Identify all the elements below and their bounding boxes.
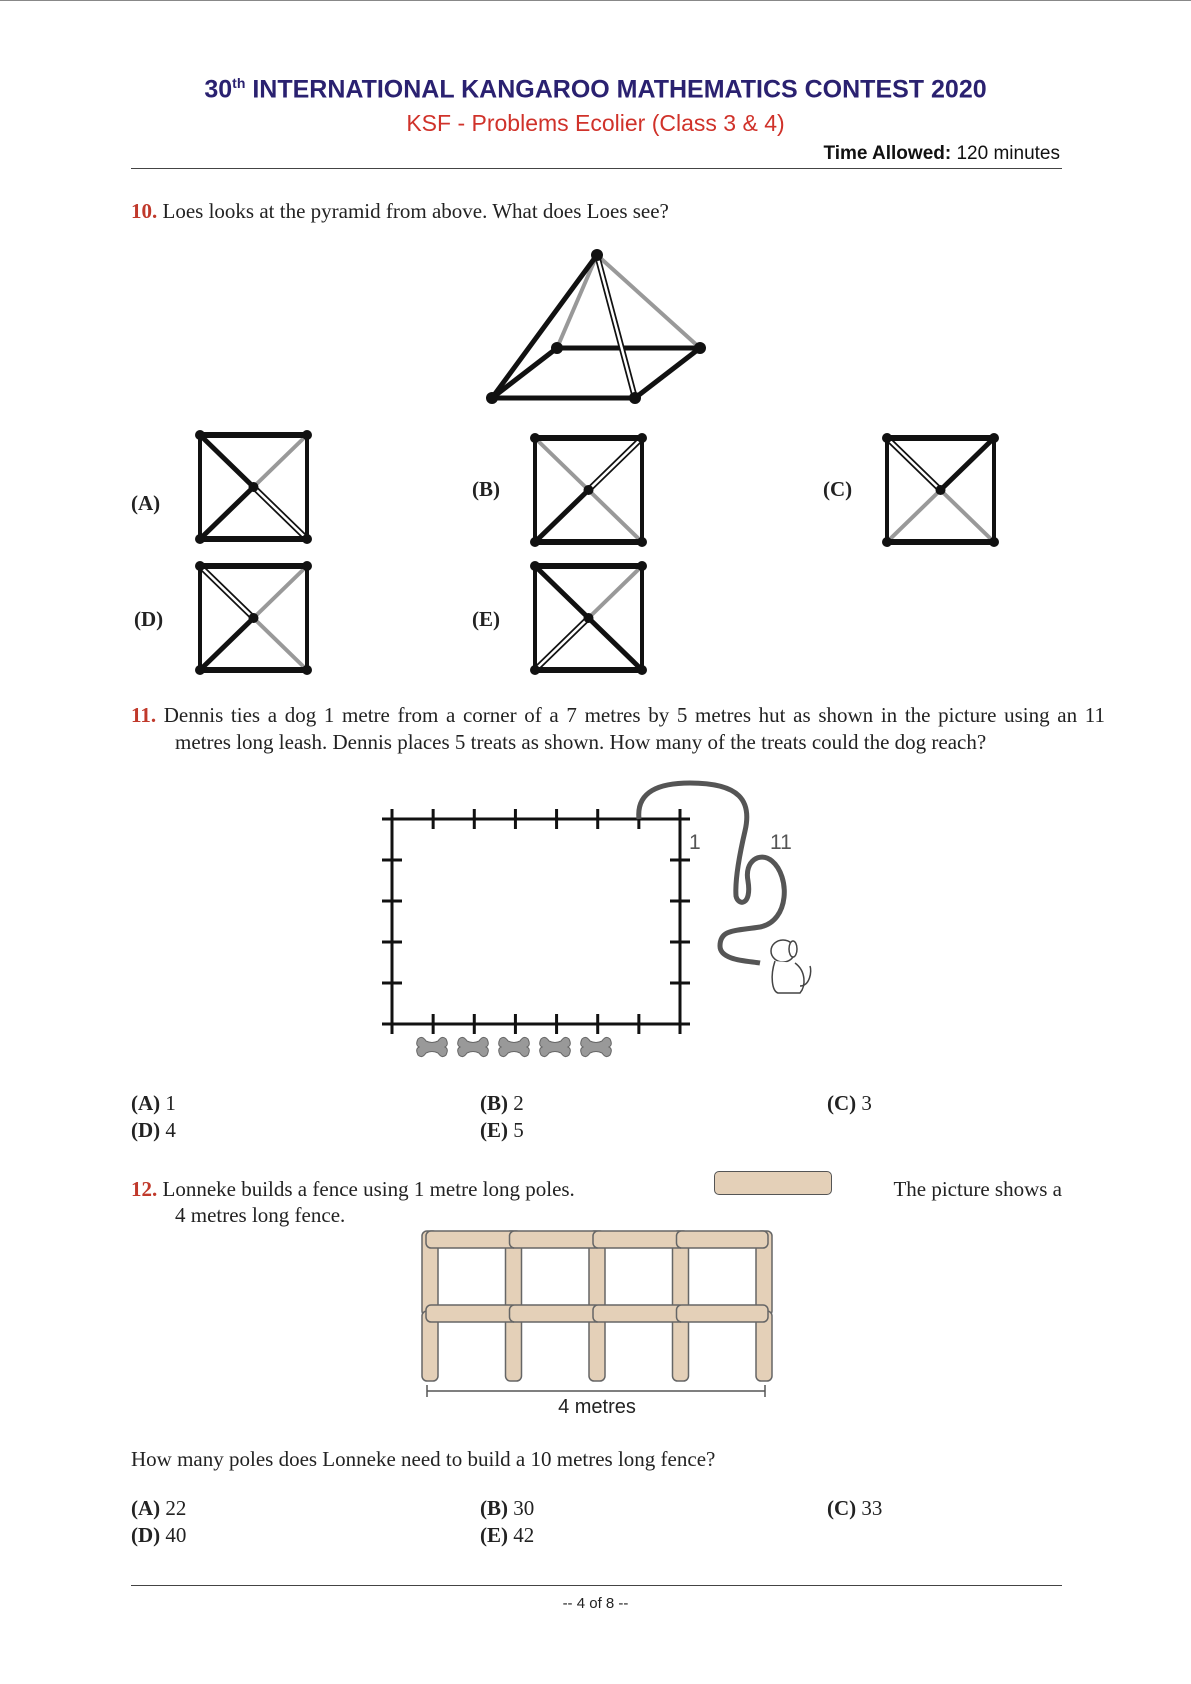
fence-dimension-label: 4 metres — [558, 1396, 636, 1418]
leash — [639, 783, 785, 963]
q10-option-b[interactable]: (B) — [472, 477, 500, 501]
edge-black — [535, 566, 589, 618]
edge-black — [941, 438, 995, 490]
vertex — [530, 665, 540, 675]
question-12-line2: 4 metres long fence. — [175, 1203, 346, 1227]
vertex — [637, 537, 647, 547]
vertex — [530, 561, 540, 571]
option-square — [882, 433, 999, 547]
dog-icon — [771, 940, 811, 993]
question-12-prompt: How many poles does Lonneke need to build a 10 metres long fence? — [131, 1447, 716, 1471]
pole — [677, 1231, 769, 1248]
treat-bone-icon — [458, 1037, 489, 1056]
pole — [593, 1305, 685, 1322]
vertex — [989, 433, 999, 443]
edge-black — [635, 348, 700, 398]
edge-black — [200, 435, 254, 487]
q10-option-d[interactable]: (D) — [134, 607, 164, 631]
q12-answer-a[interactable]: (A) 22 — [131, 1496, 187, 1520]
answer-squares — [195, 430, 999, 675]
q12-answer-e[interactable]: (E) 42 — [480, 1523, 535, 1547]
vertex — [249, 482, 259, 492]
vertex — [637, 433, 647, 443]
label-11: 11 — [770, 831, 792, 854]
edge-black — [200, 618, 254, 670]
edge-gray — [941, 490, 995, 542]
edge-gray — [589, 566, 643, 618]
edge-black — [535, 490, 589, 542]
vertex — [302, 534, 312, 544]
pole — [426, 1305, 518, 1322]
edge-black — [492, 255, 597, 398]
contest-subtitle: KSF - Problems Ecolier (Class 3 & 4) — [406, 110, 785, 136]
treat-bone-icon — [540, 1037, 571, 1056]
vertex — [629, 392, 641, 404]
vertex — [882, 537, 892, 547]
vertex — [302, 665, 312, 675]
treat-bone-icon — [499, 1037, 530, 1056]
question-11: 11. Dennis ties a dog 1 metre from a corner of a 7 metres by 5 metres hut as shown in the picture using an 11 metres long leash. Dennis places 5 treats as shown. How many of the treats could the dog reach? — [131, 703, 1105, 754]
pyramid-figure — [486, 249, 706, 404]
option-square — [530, 561, 647, 675]
q11-answer-e[interactable]: (E) 5 — [480, 1118, 524, 1142]
vertex — [195, 665, 205, 675]
edge-gray — [254, 618, 308, 670]
label-1: 1 — [689, 831, 701, 854]
q12-answer-d[interactable]: (D) 40 — [131, 1523, 187, 1547]
fence-figure — [422, 1231, 772, 1397]
edge-gray — [535, 438, 589, 490]
edge-black — [200, 487, 254, 539]
hut-dog-figure — [382, 783, 811, 1057]
question-12-cont: The picture shows a — [893, 1177, 1062, 1201]
option-square — [195, 561, 312, 675]
q11-answer-b[interactable]: (B) 2 — [480, 1091, 524, 1115]
treat-bone-icon — [581, 1037, 612, 1056]
q12-answer-c[interactable]: (C) 33 — [827, 1496, 883, 1520]
pole — [593, 1231, 685, 1248]
q10-option-e[interactable]: (E) — [472, 607, 500, 631]
pole — [426, 1231, 518, 1248]
vertex — [584, 485, 594, 495]
option-square — [530, 433, 647, 547]
vertex — [551, 342, 563, 354]
question-12: 12. Lonneke builds a fence using 1 metre long poles. — [131, 1177, 575, 1201]
edge-black — [589, 618, 643, 670]
page-number: -- 4 of 8 -- — [562, 1595, 629, 1612]
time-allowed: Time Allowed: 120 minutes — [823, 143, 1060, 164]
q11-answer-d[interactable]: (D) 4 — [131, 1118, 176, 1142]
hut-outline — [392, 819, 680, 1024]
vertex — [302, 430, 312, 440]
edge-gray — [887, 490, 941, 542]
edge-gray — [254, 566, 308, 618]
vertex — [989, 537, 999, 547]
pole — [510, 1231, 602, 1248]
q12-answer-b[interactable]: (B) 30 — [480, 1496, 535, 1520]
treat-bone-icon — [417, 1037, 448, 1056]
vertex — [584, 613, 594, 623]
q10-option-a[interactable]: (A) — [131, 491, 161, 515]
figures — [0, 1, 1191, 1684]
vertex — [936, 485, 946, 495]
vertex — [694, 342, 706, 354]
vertex — [195, 534, 205, 544]
option-square — [195, 430, 312, 544]
q11-answer-c[interactable]: (C) 3 — [827, 1091, 872, 1115]
question-10: 10. Loes looks at the pyramid from above. What does Loes see? — [131, 199, 669, 223]
vertex — [637, 561, 647, 571]
vertex — [530, 537, 540, 547]
pole — [677, 1305, 769, 1322]
vertex — [530, 433, 540, 443]
pole-icon — [714, 1171, 832, 1195]
q11-answer-a[interactable]: (A) 1 — [131, 1091, 176, 1115]
vertex — [249, 613, 259, 623]
footer-divider — [131, 1585, 1062, 1586]
contest-title: 30th INTERNATIONAL KANGAROO MATHEMATICS CONTEST 2020 — [204, 75, 987, 104]
vertex — [195, 430, 205, 440]
vertex — [591, 249, 603, 261]
vertex — [302, 561, 312, 571]
vertex — [195, 561, 205, 571]
edge-gray — [254, 435, 308, 487]
q10-option-c[interactable]: (C) — [823, 477, 853, 501]
edge-gray — [589, 490, 643, 542]
vertex — [882, 433, 892, 443]
vertex — [637, 665, 647, 675]
vertex — [486, 392, 498, 404]
pole — [510, 1305, 602, 1322]
